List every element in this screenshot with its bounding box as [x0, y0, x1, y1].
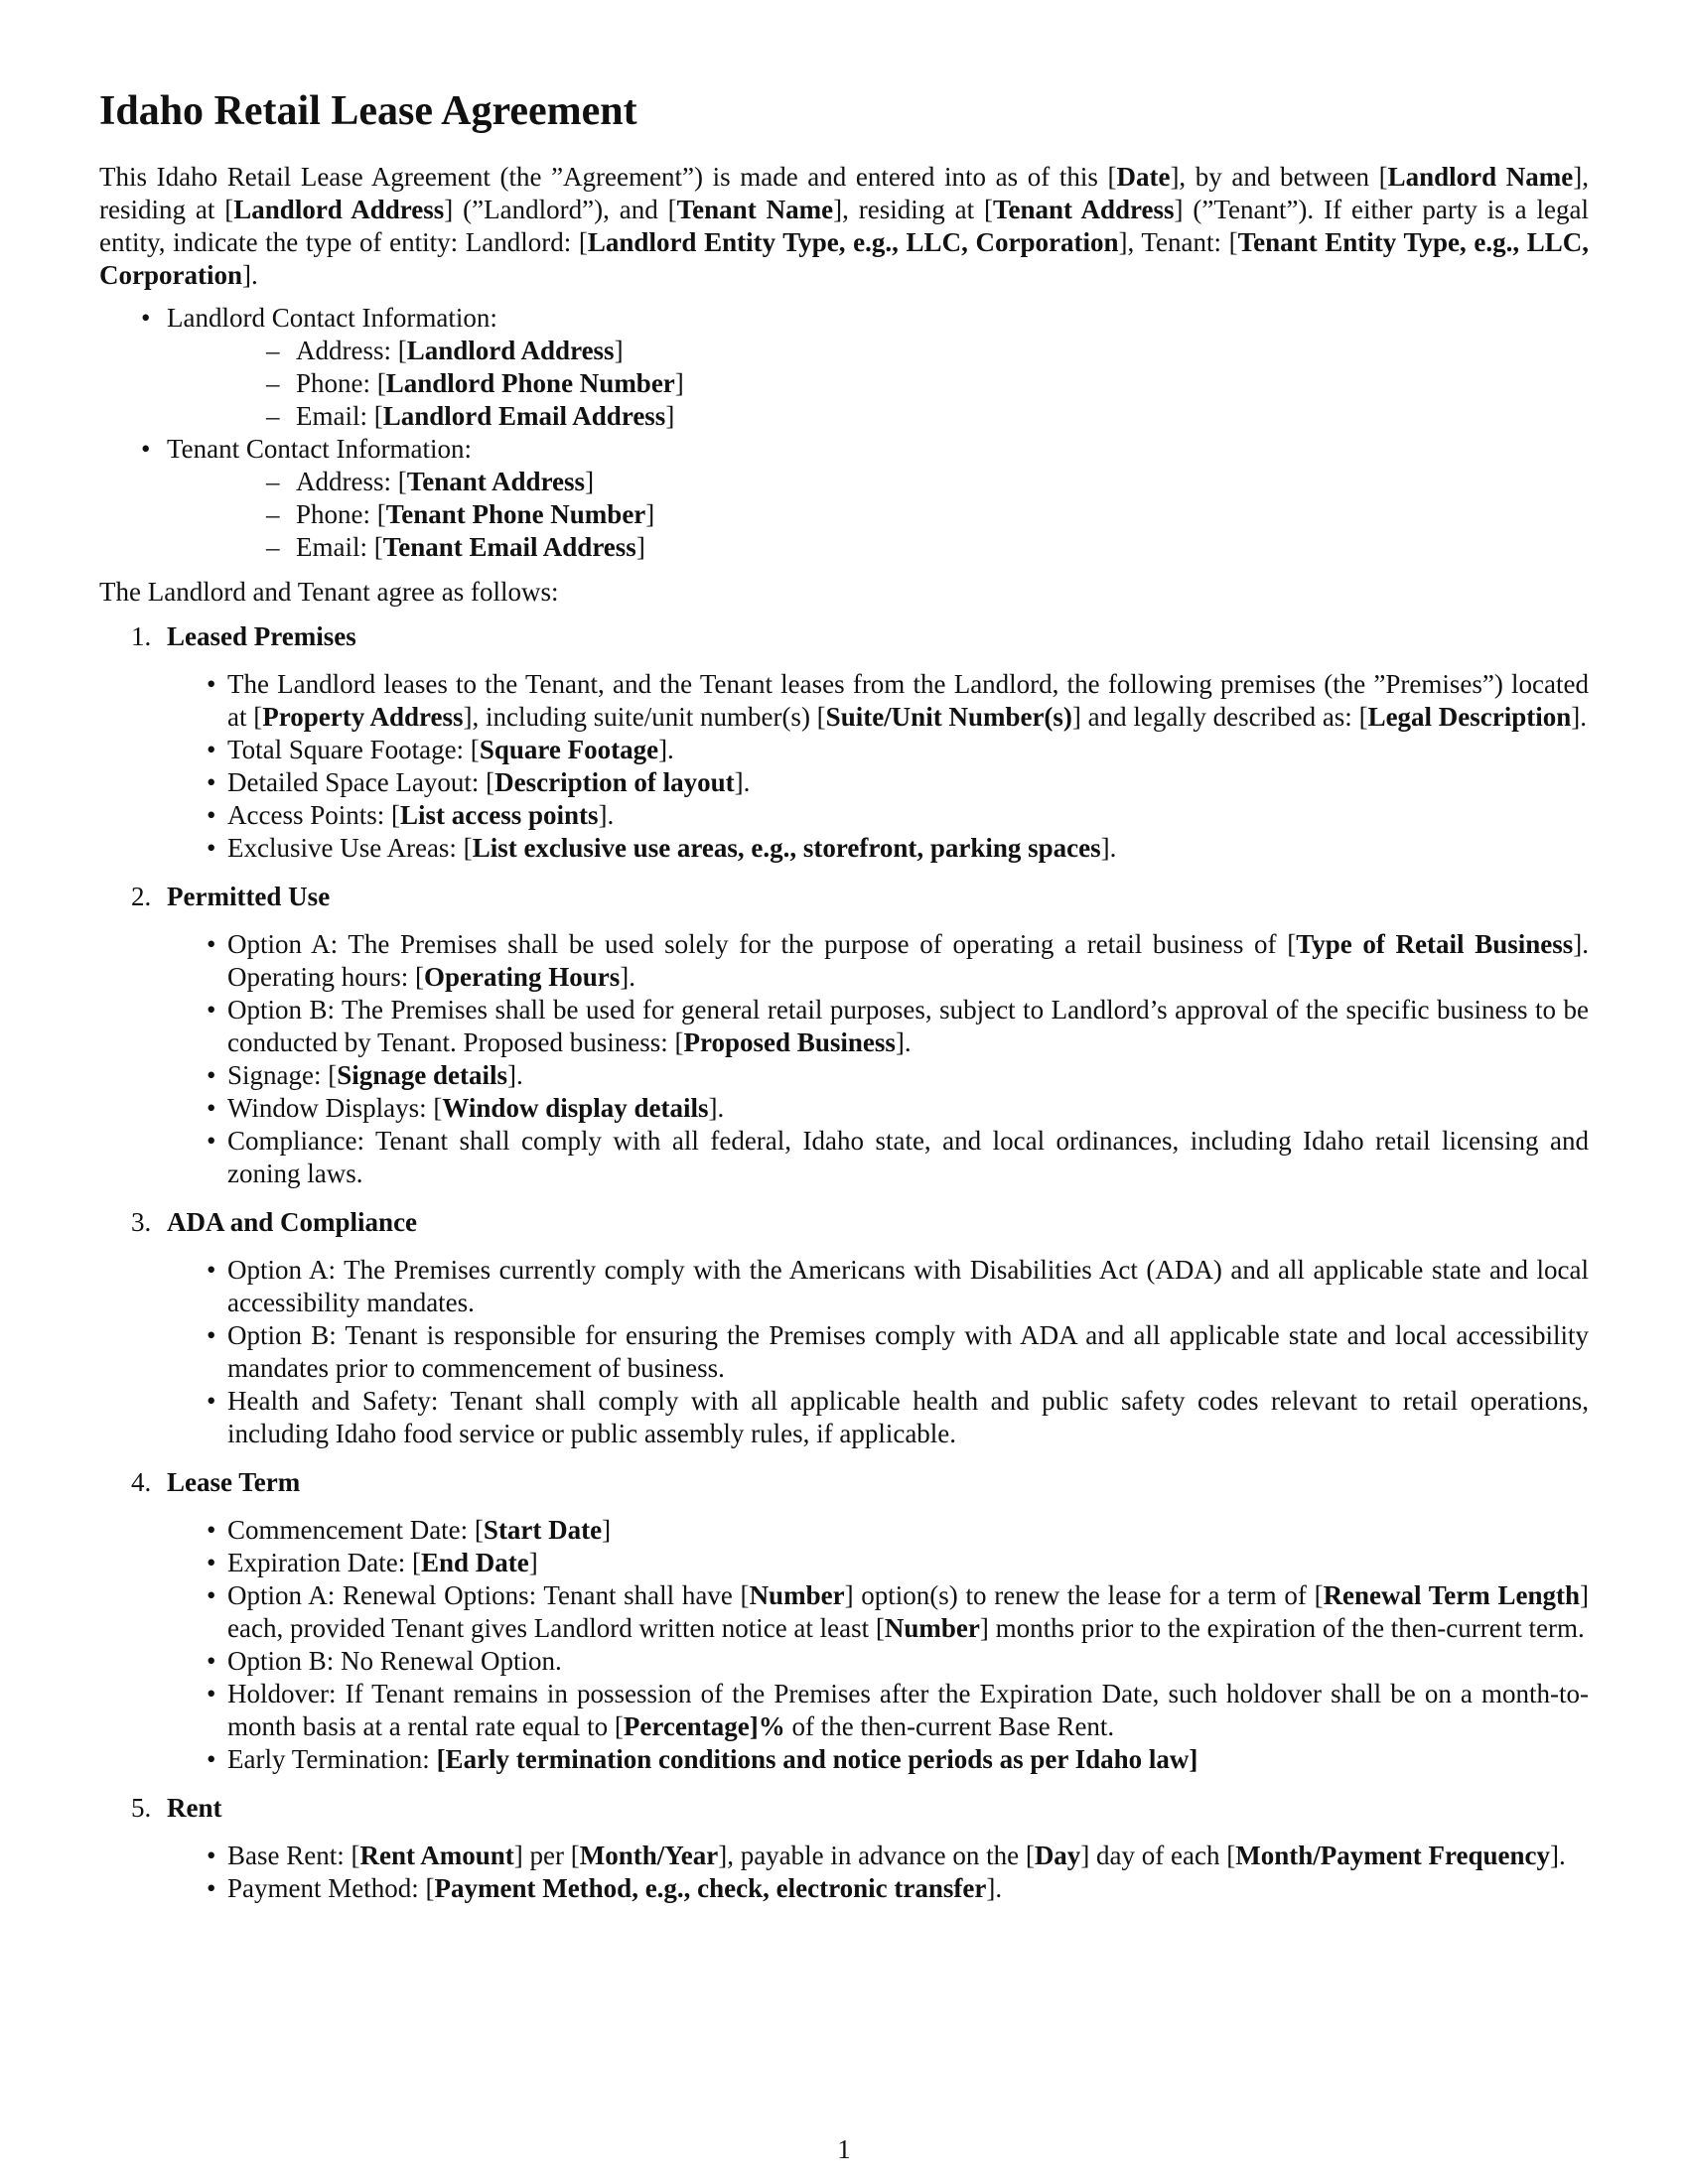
list-item — [167, 799, 1589, 832]
tenant-address-item — [167, 466, 1589, 498]
period-placeholder: Month/Year — [579, 1841, 719, 1870]
text: Base Rent: [ — [227, 1841, 360, 1870]
text: Exclusive Use Areas: [ — [227, 833, 473, 863]
section-number: 3. — [131, 1207, 152, 1237]
tenant-phone-item — [167, 498, 1589, 531]
text: ]. — [598, 800, 615, 830]
tenant-phone-value: Tenant Phone Number — [385, 499, 646, 529]
number-placeholder: Number — [884, 1613, 980, 1643]
list-item — [167, 734, 1589, 766]
text: ]. — [708, 1093, 725, 1123]
landlord-contact-heading: Landlord Contact Information: — [167, 303, 497, 333]
bracket: ] — [585, 467, 595, 496]
text: Holdover: If Tenant remains in possession of the Premises after the Expiration Date, such holdover shall be on a month-to-month basis at a rental rate equal to [ — [227, 1679, 1589, 1741]
tenant-email-value: Tenant Email Address — [382, 532, 636, 562]
tenant-name-placeholder: Tenant Name — [676, 195, 834, 224]
tenant-address-placeholder: Tenant Address — [993, 195, 1175, 224]
text: ] — [528, 1548, 538, 1577]
text: Total Square Footage: [ — [227, 735, 480, 764]
list-item: • Option B: Tenant is responsible for ensuring the Premises comply with ADA and all applicable state and local accessibility mandates prior to commencement of business. — [167, 1319, 1589, 1385]
renewal-term-placeholder: Renewal Term Length — [1323, 1580, 1580, 1610]
section-number: 4. — [131, 1467, 152, 1497]
intro-paragraph — [99, 161, 1589, 292]
section-title: Leased Premises — [167, 621, 356, 651]
label: Phone: [ — [296, 368, 386, 398]
tenant-contact-item — [99, 433, 1589, 564]
text: ] and legally described as: [ — [1071, 702, 1368, 732]
landlord-email-value: Landlord Email Address — [382, 401, 666, 431]
percentage-placeholder: Percentage]% — [623, 1711, 785, 1741]
layout-placeholder: Description of layout — [494, 767, 735, 797]
frequency-placeholder: Month/Payment Frequency — [1235, 1841, 1550, 1870]
landlord-contact-sublist — [167, 335, 1589, 433]
section-title: ADA and Compliance — [167, 1207, 418, 1237]
date-placeholder: Date — [1116, 162, 1171, 192]
text: ]. — [1571, 702, 1588, 732]
landlord-phone-item — [167, 367, 1589, 400]
bracket: ] — [614, 336, 624, 365]
suite-placeholder: Suite/Unit Number(s) — [825, 702, 1072, 732]
list-item — [167, 994, 1589, 1059]
intro-text: ] (”Tenant”). If either party is a legal entity, indicate the type of entity: Landlord: [ — [99, 195, 1590, 257]
intro-text: ], residing at [ — [99, 162, 1589, 224]
list-item — [167, 1743, 1589, 1776]
section-number: 5. — [131, 1793, 152, 1823]
text: ] each, provided Tenant gives Landlord written notice at least [ — [227, 1580, 1589, 1643]
tenant-contact-sublist — [167, 466, 1589, 564]
text: ]. — [734, 767, 751, 797]
text: of the then-current Base Rent. — [784, 1711, 1115, 1741]
section-title: Rent — [167, 1793, 222, 1823]
section-leased-premises — [99, 620, 1589, 865]
tenant-contact-heading: Tenant Contact Information: — [167, 434, 473, 464]
intro-text: ], residing at [ — [833, 195, 994, 224]
contact-list — [99, 302, 1589, 564]
text: ], payable in advance on the [ — [718, 1841, 1035, 1870]
text: ]. — [658, 735, 674, 764]
landlord-address-item — [167, 335, 1589, 367]
text: ] day of each [ — [1080, 1841, 1236, 1870]
list-item — [167, 1678, 1589, 1743]
list-item — [167, 766, 1589, 799]
number-placeholder: Number — [749, 1580, 845, 1610]
text: Detailed Space Layout: [ — [227, 767, 495, 797]
tenant-entity-placeholder: Tenant Entity Type, e.g., LLC, Corporation — [99, 227, 1590, 290]
text: ]. Operating hours: [ — [227, 929, 1590, 992]
section-ada-compliance — [99, 1206, 1589, 1450]
landlord-entity-placeholder: Landlord Entity Type, e.g., LLC, Corporation — [587, 227, 1119, 257]
section-bullets — [167, 1840, 1589, 1905]
text: ] option(s) to renew the lease for a term of [ — [844, 1580, 1324, 1610]
intro-text: This Idaho Retail Lease Agreement (the ”Agreement”) is made and entered into as of this [ — [99, 162, 1117, 192]
bracket: ] — [674, 368, 684, 398]
tenant-address-value: Tenant Address — [406, 467, 586, 496]
bracket: ] — [645, 499, 655, 529]
label: Address: [ — [296, 467, 407, 496]
list-item: • Compliance: Tenant shall comply with all federal, Idaho state, and local ordinances, including Idaho retail licensing and zoning laws. — [167, 1125, 1589, 1190]
text: ]. — [1100, 833, 1117, 863]
section-lease-term — [99, 1466, 1589, 1776]
rent-amount-placeholder: Rent Amount — [359, 1841, 514, 1870]
text: Option B: The Premises shall be used for general retail purposes, subject to Landlord’s approval of the specific business to be conducted by Tenant. Proposed business: [ — [227, 995, 1589, 1057]
list-item: • Health and Safety: Tenant shall comply with all applicable health and public safety codes relevant to retail operations, including Idaho food service or public assembly rules, if applicable. — [167, 1385, 1589, 1450]
text: Access Points: [ — [227, 800, 400, 830]
section-title: Permitted Use — [167, 882, 331, 911]
proposed-business-placeholder: Proposed Business — [683, 1027, 896, 1057]
section-permitted-use — [99, 881, 1589, 1190]
page-number: 1 — [837, 2134, 851, 2164]
list-item — [167, 1872, 1589, 1905]
text: Expiration Date: [ — [227, 1548, 421, 1577]
legal-description-placeholder: Legal Description — [1367, 702, 1572, 732]
list-item — [167, 1547, 1589, 1579]
section-number: 2. — [131, 882, 152, 911]
list-item — [167, 1579, 1589, 1645]
intro-text: ], by and between [ — [1170, 162, 1388, 192]
text: ]. — [507, 1060, 523, 1090]
label: Phone: [ — [296, 499, 386, 529]
section-bullets — [167, 1254, 1589, 1450]
landlord-address-value: Landlord Address — [406, 336, 615, 365]
exclusive-areas-placeholder: List exclusive use areas, e.g., storefront, parking spaces — [472, 833, 1101, 863]
list-item — [167, 928, 1589, 994]
intro-text: ], Tenant: [ — [1118, 227, 1238, 257]
day-placeholder: Day — [1034, 1841, 1081, 1870]
window-display-placeholder: Window display details — [442, 1093, 709, 1123]
text: Early Termination: — [227, 1744, 437, 1774]
retail-type-placeholder: Type of Retail Business — [1296, 929, 1574, 959]
section-title: Lease Term — [167, 1467, 301, 1497]
list-item — [167, 1514, 1589, 1547]
label: Email: [ — [296, 532, 383, 562]
section-rent — [99, 1792, 1589, 1905]
text: Signage: [ — [227, 1060, 338, 1090]
payment-method-placeholder: Payment Method, e.g., check, electronic transfer — [434, 1873, 987, 1903]
label: Email: [ — [296, 401, 383, 431]
section-bullets — [167, 668, 1589, 865]
landlord-name-placeholder: Landlord Name — [1387, 162, 1574, 192]
end-date-placeholder: End Date — [420, 1548, 529, 1577]
text: Option A: The Premises shall be used solely for the purpose of operating a retail business of [ — [227, 929, 1297, 959]
section-number: 1. — [131, 621, 152, 651]
list-item — [167, 1092, 1589, 1125]
text: ] months prior to the expiration of the then-current term. — [979, 1613, 1585, 1643]
signage-placeholder: Signage details — [337, 1060, 508, 1090]
text: Window Displays: [ — [227, 1093, 443, 1123]
text: Commencement Date: [ — [227, 1515, 484, 1545]
list-item — [167, 1840, 1589, 1872]
text: ]. — [895, 1027, 912, 1057]
square-footage-placeholder: Square Footage — [479, 735, 659, 764]
text: The Landlord leases to the Tenant, and the Tenant leases from the Landlord, the following premises (the ”Premises”) located at [ — [227, 669, 1589, 732]
list-item — [167, 668, 1589, 734]
document-page — [99, 83, 1589, 1921]
landlord-phone-value: Landlord Phone Number — [385, 368, 675, 398]
list-item: • Option A: The Premises currently comply with the Americans with Disabilities Act (ADA) and all applicable state and local accessibility mandates. — [167, 1254, 1589, 1319]
label: Address: [ — [296, 336, 407, 365]
tenant-email-item — [167, 531, 1589, 564]
section-bullets — [167, 1514, 1589, 1776]
list-item — [167, 1059, 1589, 1092]
section-bullets — [167, 928, 1589, 1190]
intro-text: ] (”Landlord”), and [ — [444, 195, 677, 224]
operating-hours-placeholder: Operating Hours — [423, 962, 621, 992]
property-address-placeholder: Property Address — [262, 702, 464, 732]
landlord-address-placeholder: Landlord Address — [233, 195, 445, 224]
text: ] — [602, 1515, 612, 1545]
text: ]. — [986, 1873, 1003, 1903]
bracket: ] — [665, 401, 675, 431]
start-date-placeholder: Start Date — [483, 1515, 603, 1545]
text: ]. — [620, 962, 635, 992]
text: ]. — [1549, 1841, 1566, 1870]
early-termination-placeholder: [Early termination conditions and notice periods as per Idaho law] — [436, 1744, 1198, 1774]
text: ], including suite/unit number(s) [ — [463, 702, 826, 732]
list-item: • Option B: No Renewal Option. — [167, 1645, 1589, 1678]
landlord-contact-item — [99, 302, 1589, 433]
agree-statement: The Landlord and Tenant agree as follows: — [99, 577, 559, 607]
landlord-email-item — [167, 400, 1589, 433]
text: Payment Method: [ — [227, 1873, 435, 1903]
section-list — [99, 620, 1589, 1905]
text: ] per [ — [513, 1841, 580, 1870]
access-points-placeholder: List access points — [399, 800, 599, 830]
text: Option A: Renewal Options: Tenant shall have [ — [227, 1580, 750, 1610]
document-title: Idaho Retail Lease Agreement — [99, 88, 637, 134]
intro-text: ]. — [242, 260, 258, 290]
list-item — [167, 832, 1589, 865]
bracket: ] — [635, 532, 645, 562]
